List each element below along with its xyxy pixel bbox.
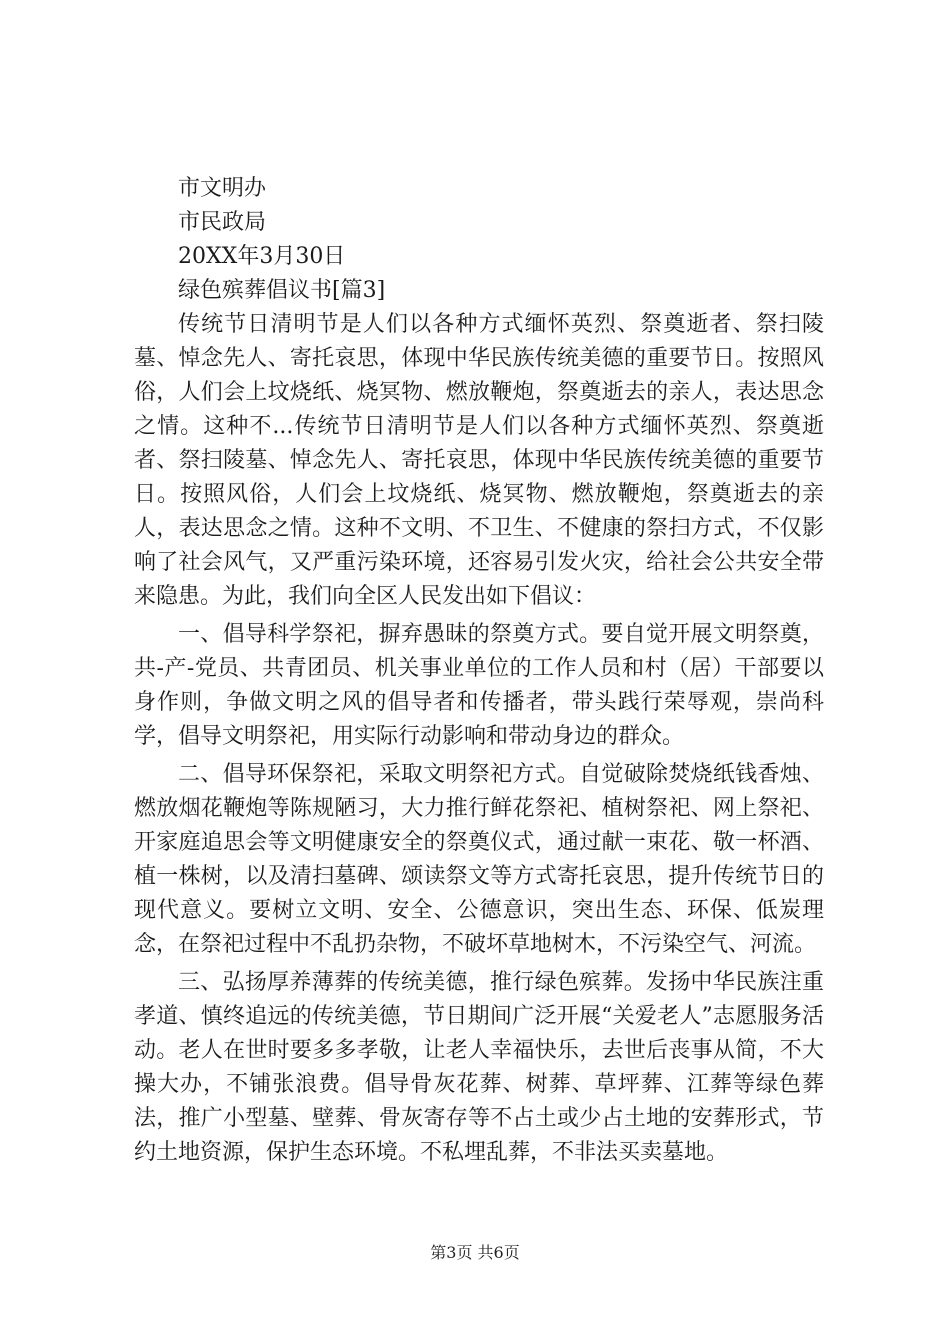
issuer-line-wenmingban: 市文明办	[178, 176, 267, 201]
issuer-line-minzhengju: 市民政局	[178, 210, 267, 235]
paragraph-proposal-1: 一、倡导科学祭祀，摒弃愚昧的祭奠方式。要自觉开展文明祭奠，共-产-党员、共青团员、机关事业单位的工作人员和村（居）干部要以身作则，争做文明之风的倡导者和传播者，带头践行荣辱观，崇尚科学，倡导文明祭祀，用实际行动影响和带动身边的群众。	[134, 622, 824, 749]
paragraph-proposal-3: 三、弘扬厚养薄葬的传统美德，推行绿色殡葬。发扬中华民族注重孝道、慎终追远的传统美德，节日期间广泛开展“关爱老人”志愿服务活动。老人在世时要多多孝敬，让老人幸福快乐，去世后丧事从简，不大操大办，不铺张浪费。倡导骨灰花葬、树葬、草坪葬、江葬等绿色葬法，推广小型墓、壁葬、骨灰寄存等不占土或少占土地的安葬形式，节约土地资源，保护生态环境。不私埋乱葬，不非法买卖墓地。	[134, 970, 824, 1165]
date-line: 20XX年3月30日	[178, 244, 346, 269]
section-title: 绿色殡葬倡议书[篇3]	[178, 278, 386, 303]
paragraph-proposal-2: 二、倡导环保祭祀，采取文明祭祀方式。自觉破除焚烧纸钱香烛、燃放烟花鞭炮等陈规陋习，大力推行鲜花祭祀、植树祭祀、网上祭祀、开家庭追思会等文明健康安全的祭奠仪式，通过献一束花、敬一杯酒、植一株树，以及清扫墓碑、颂读祭文等方式寄托哀思，提升传统节日的现代意义。要树立文明、安全、公德意识，突出生态、环保、低炭理念，在祭祀过程中不乱扔杂物，不破坏草地树木，不污染空气、河流。	[134, 762, 824, 957]
document-body	[134, 172, 824, 1174]
paragraph-intro: 传统节日清明节是人们以各种方式缅怀英烈、祭奠逝者、祭扫陵墓、悼念先人、寄托哀思，体现中华民族传统美德的重要节日。按照风俗，人们会上坟烧纸、烧冥物、燃放鞭炮，祭奠逝去的亲人，表达思念之情。这种不...传统节日清明节是人们以各种方式缅怀英烈、祭奠逝者、祭扫陵墓、悼念先人、寄托哀思，体现中华民族传统美德的重要节日。按照风俗，人们会上坟烧纸、烧冥物、燃放鞭炮，祭奠逝去的亲人，表达思念之情。这种不文明、不卫生、不健康的祭扫方式，不仅影响了社会风气，又严重污染环境，还容易引发火灾，给社会公共安全带来隐患。为此，我们向全区人民发出如下倡议：	[134, 312, 824, 609]
page-number-footer: 第3页 共6页	[430, 1243, 520, 1262]
